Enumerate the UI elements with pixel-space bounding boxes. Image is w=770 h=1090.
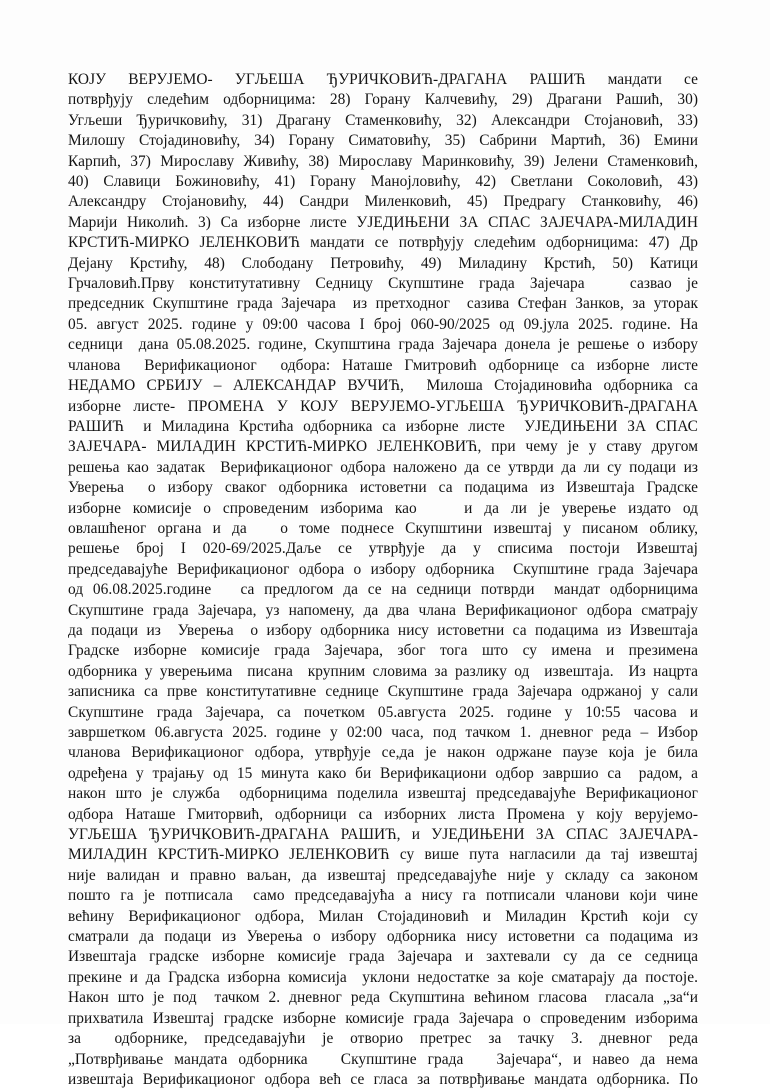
text-line: чланова Верификационог одбора, утврђује се,да је након одржане паузе која је била [68,744,698,762]
text-line: НЕДАМО СРБИЈУ – АЛЕКСАНДАР ВУЧИЋ, Милоша Стојадиновића одборника са [68,377,698,395]
text-line: Извештаја градске изборне комисије града Зајечара и захтевали су да се седница [68,948,698,966]
document-body-text [68,70,698,1090]
text-line: Након што је под тачком 2. дневног реда Скупштина већином гласова гласала „за“и [68,989,698,1007]
text-line: РАШИЋ и Миладина Крстића одборника са изборне листе УЈЕДИЊЕНИ ЗА СПАС [68,417,698,435]
text-line: седници дана 05.08.2025. године, Скупштина града Зајечара донела је решење о избору [68,336,698,354]
text-line: изборне комисије о спроведеним изборима као и да ли је уверење издато од [68,499,698,517]
text-line: пошто га је потписала само председавајућа а нису га потписали чланови који чине [68,887,698,905]
text-line: МИЛАДИН КРСТИЋ-МИРКО ЈЕЛЕНКОВИЋ су више пута нагласили да тај извештај [68,846,698,864]
text-line: Марији Николић. 3) Са изборне листе УЈЕДИЊЕНИ ЗА СПАС ЗАЈЕЧАРА-МИЛАДИН [68,213,698,231]
text-line: за одборнике, председавајући је отворио претрес за тачку 3. дневног реда [68,1030,698,1048]
text-line: након што је служба одборницима поделила извештај председавајуће Верификационог [68,785,698,803]
text-line: није валидан и правно ваљан, да извештај председавајуће није у складу са законом [68,866,698,884]
text-line: прекине и да Градска изборна комисија уклони недостатке за које сматарају да постоје. [68,968,698,986]
text-line: потврђују следећим одборницима: 28) Горану Калчевићу, 29) Драгани Рашић, 30) [68,91,698,109]
text-line: записника са прве конститутативне седнице Скупштине града Зајечара одржаној у сали [68,683,698,701]
text-line: 05. август 2025. године у 09:00 часова I број 060-90/2025 од 09.јула 2025. године. На [68,315,698,333]
text-line: завршетком 06.августа 2025. године у 02:00 часа, под тачком 1. дневног реда – Избор [68,724,698,741]
text-line: председник Скупштине града Зајечара из претходног сазива Стефан Занков, за уторак [68,295,698,313]
text-line: Градске изборне комисије града Зајечара, због тога што су имена и презимена [68,642,698,660]
text-line: председавајуће Верификационог одбора о избору одборника Скупштине града Зајечара [68,560,698,578]
text-line: овлашћеног органа и да о томе поднесе Скупштини извештај у писаном облику, [68,519,698,537]
text-line: Дејану Крстићу, 48) Слободану Петровићу, 49) Миладину Крстић, 50) Катици [68,254,698,272]
text-line: Карпић, 37) Мирославу Живићу, 38) Мирославу Маринковићу, 39) Јелени Стаменковић, [68,152,698,170]
text-line: изборне листе- ПРОМЕНА У КОЈУ ВЕРУЈЕМО-УГЉЕША ЂУРИЧКОВИЋ-ДРАГАНА [68,397,698,415]
text-line: решење број I 020-69/2025.Даље се утврђује да у списима постоји Извештај [68,540,698,558]
text-line: ЗАЈЕЧАРА- МИЛАДИН КРСТИЋ-МИРКО ЈЕЛЕНКОВИЋ, при чему је у ставу другом [68,438,698,456]
text-line: КРСТИЋ-МИРКО ЈЕЛЕНКОВИЋ мандати се потврђују следећим одборницима: 47) Др [68,234,698,252]
text-line: да подаци из Уверења о избору одборника нису истоветни са подацима из Извештаја [68,621,698,639]
text-line: сматрали да подаци из Уверења о избору одборника нису истоветни са подацима из [68,928,698,946]
text-line: одређена у трајању од 15 минута како би Верификациони одбор завршио са радом, а [68,764,698,782]
text-line: одборника у уверењима писана крупним словима за разлику од извештаја. Из нацрта [68,662,698,680]
text-line: КОЈУ ВЕРУЈЕМО- УГЉЕША ЂУРИЧКОВИЋ-ДРАГАНА РАШИЋ мандати се [68,71,698,88]
text-line: Уверења о избору сваког одборника истоветни са подацима из Извештаја Градске [68,479,698,497]
text-line: чланова Верификационог одбора: Наташе Гмитровић одборнице са изборне листе [68,356,698,374]
text-line: „Потврђивање мандата одборника Скупштине града Зајечара“, и навео да нема [68,1050,698,1068]
text-line: прихватила Извештај градске изборне комисије града Зајечара о спроведеним изборима [68,1009,698,1027]
text-line: Грчаловић.Прву конститутативну Седницу Скупштине града Зајечара сазвао је [68,275,698,293]
text-line: Александру Стојановићу, 44) Сандри Миленковић, 45) Предрагу Станковићу, 46) [68,193,698,211]
text-line: извештаја Верификационог одбора већ се гласа за потврђивање мандата одборника. По [68,1070,698,1088]
text-line: Скупштине града Зајечара, уз напомену, да два члана Верификационог одбора сматрају [68,601,698,619]
text-line: од 06.08.2025.године са предлогом да се на седници потврди мандат одборницима [68,581,698,599]
text-line: већину Верификационог одбора, Милан Стојадиновић и Миладин Крстић који су [68,907,698,925]
text-line: УГЉЕША ЂУРИЧКОВИЋ-ДРАГАНА РАШИЋ, и УЈЕДИЊЕНИ ЗА СПАС ЗАЈЕЧАРА- [68,826,698,844]
text-line: 40) Славици Божиновићу, 41) Горану Манојловићу, 42) Светлани Соколовић, 43) [68,173,698,191]
text-line: решења као задатак Верификационог одбора наложено да се утврди да ли су подаци из [68,458,698,476]
text-line: Милошу Стојадиновићу, 34) Горану Симатовићу, 35) Сабрини Мартић, 36) Емини [68,132,698,150]
text-line: Угљеши Ђуричковићу, 31) Драгану Стаменковићу, 32) Александри Стојановић, 33) [68,111,698,129]
text-line: одбора Наташе Гмиторвић, одборници са изборних листа Промена у коју верујемо- [68,805,698,823]
text-line: Скупштине града Зајечара, са почетком 05.августа 2025. године у 10:55 часова и [68,703,698,721]
